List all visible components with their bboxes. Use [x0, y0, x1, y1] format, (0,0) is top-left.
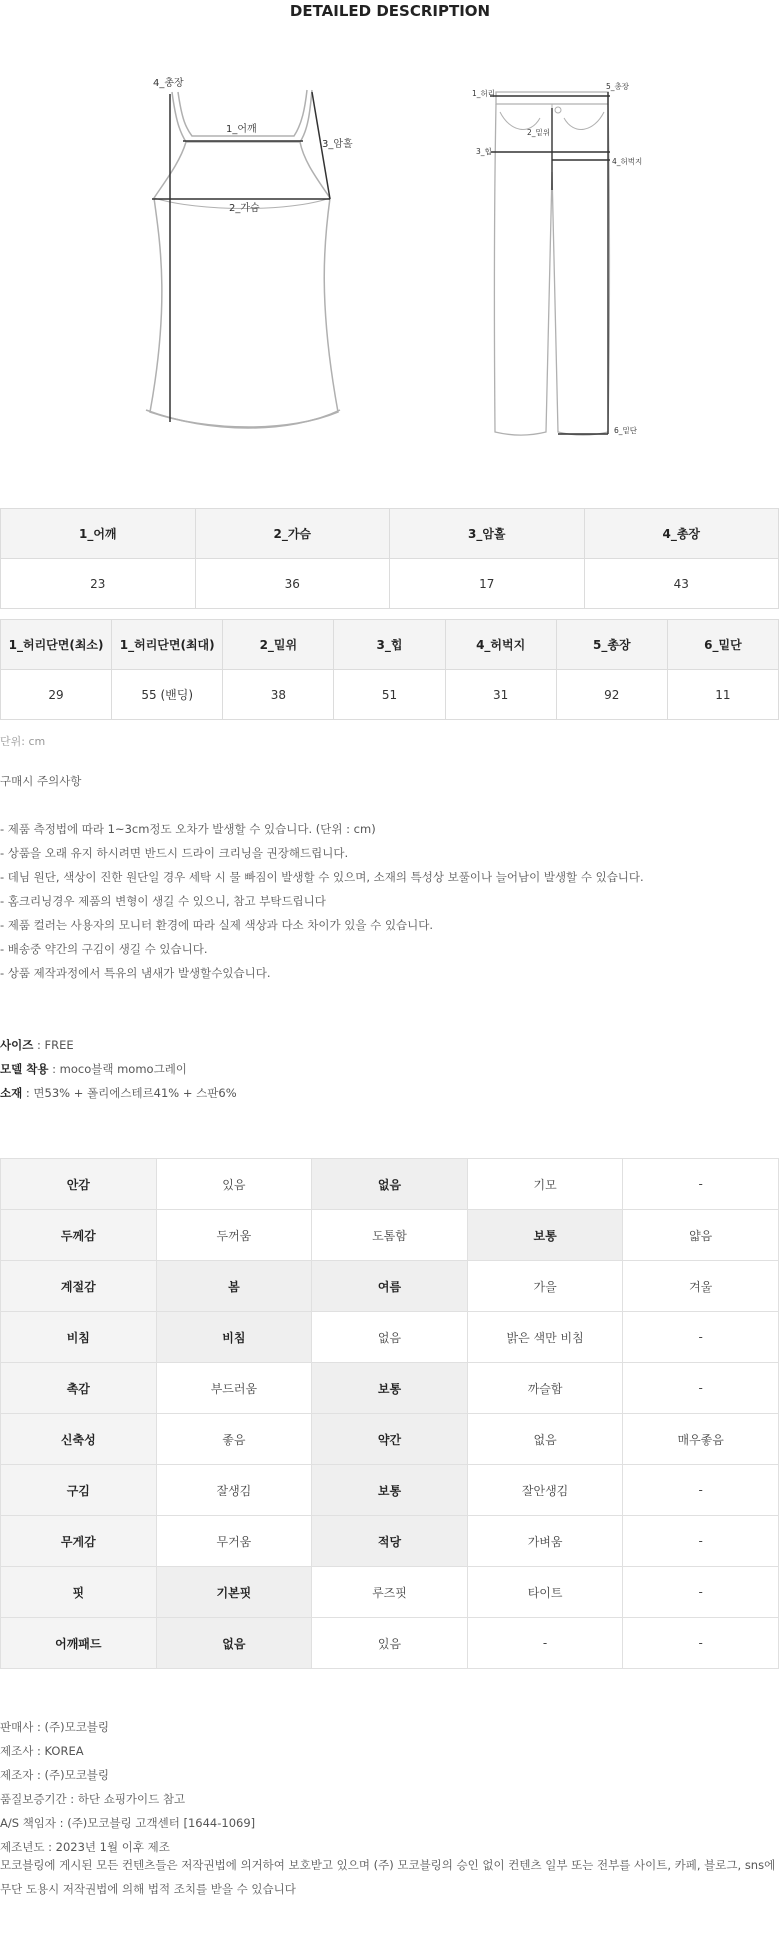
feel-option-selected: 없음 — [156, 1618, 312, 1669]
feel-row-label: 두께감 — [1, 1210, 157, 1261]
feel-option: 무거움 — [156, 1516, 312, 1567]
feel-option-selected: 여름 — [312, 1261, 468, 1312]
feel-option: 겨울 — [623, 1261, 779, 1312]
size-value: : FREE — [33, 1038, 74, 1052]
seller-line: 판매사 : (주)모코블링 — [0, 1720, 110, 1734]
feel-option: 있음 — [312, 1618, 468, 1669]
feel-option: - — [623, 1312, 779, 1363]
feel-row-label: 무게감 — [1, 1516, 157, 1567]
table-row — [1, 559, 779, 609]
diagram-label-hip: 3_힙 — [476, 147, 492, 156]
feel-option-selected: 없음 — [312, 1159, 468, 1210]
model-label: 모델 착용 — [0, 1062, 49, 1076]
table-cell: 31 — [445, 670, 556, 720]
table-row — [1, 1312, 779, 1363]
list-item: - 배송중 약간의 구김이 생길 수 있습니다. — [0, 942, 208, 956]
table-header: 3_암홀 — [390, 509, 585, 559]
table-row — [1, 1516, 779, 1567]
feel-option: - — [623, 1465, 779, 1516]
feel-option: 도톰함 — [312, 1210, 468, 1261]
feel-option-selected: 적당 — [312, 1516, 468, 1567]
diagram-label-total-length: 5_총장 — [606, 82, 630, 91]
feel-row-label: 어깨패드 — [1, 1618, 157, 1669]
feel-option: 없음 — [312, 1312, 468, 1363]
feel-option: 루즈핏 — [312, 1567, 468, 1618]
table-header: 3_힙 — [334, 620, 445, 670]
table-cell: 17 — [390, 559, 585, 609]
feel-option-selected: 기본핏 — [156, 1567, 312, 1618]
table-row — [1, 1567, 779, 1618]
list-item: - 상품을 오래 유지 하시려면 반드시 드라이 크리닝을 권장해드립니다. — [0, 846, 349, 860]
table-cell: 92 — [556, 670, 667, 720]
table-header: 2_밑위 — [223, 620, 334, 670]
as-contact-line: A/S 책임자 : (주)모코블링 고객센터 [1644-1069] — [0, 1816, 256, 1830]
feel-option-selected: 보통 — [467, 1210, 623, 1261]
fabric-feel-table — [0, 1158, 779, 1669]
feel-option: - — [623, 1159, 779, 1210]
camisole-measure-lines — [152, 92, 330, 422]
table-cell: 51 — [334, 670, 445, 720]
table-row — [1, 1414, 779, 1465]
list-item: - 제품 측정법에 따라 1~3cm정도 오차가 발생할 수 있습니다. (단위 : cm) — [0, 822, 376, 836]
table-row — [1, 1261, 779, 1312]
table-cell: 36 — [195, 559, 390, 609]
feel-option: 잘안생김 — [467, 1465, 623, 1516]
list-item: - 제품 컬러는 사용자의 모니터 환경에 따라 실제 색상과 다소 차이가 있을 수 있습니다. — [0, 918, 434, 932]
feel-option: - — [623, 1618, 779, 1669]
feel-option: 없음 — [467, 1414, 623, 1465]
table-cell: 23 — [1, 559, 196, 609]
table-row — [1, 1210, 779, 1261]
unit-note: 단위: cm — [0, 735, 46, 748]
feel-option-selected: 보통 — [312, 1465, 468, 1516]
size-diagram — [0, 62, 780, 452]
feel-option-selected: 봄 — [156, 1261, 312, 1312]
feel-option-selected: 비침 — [156, 1312, 312, 1363]
top-size-table — [0, 508, 779, 609]
product-info-footer — [0, 1718, 255, 1862]
diagram-label-thigh: 4_허벅지 — [612, 157, 643, 166]
feel-row-label: 안감 — [1, 1159, 157, 1210]
feel-option: 두꺼움 — [156, 1210, 312, 1261]
table-header: 5_총장 — [556, 620, 667, 670]
table-cell: 43 — [584, 559, 779, 609]
table-header: 2_가슴 — [195, 509, 390, 559]
table-cell: 38 — [223, 670, 334, 720]
table-cell: 11 — [667, 670, 778, 720]
table-header: 1_허리단면(최대) — [112, 620, 223, 670]
manufacture-date-line: 제조년도 : 2023년 1월 이후 제조 — [0, 1840, 170, 1854]
table-header-row — [1, 509, 779, 559]
garment-illustrations — [0, 62, 780, 452]
diagram-label-rise: 2_밑위 — [527, 128, 551, 137]
model-value: : moco블랙 momo그레이 — [48, 1062, 187, 1076]
warranty-line: 품질보증기간 : 하단 쇼핑가이드 참고 — [0, 1792, 186, 1806]
feel-option-selected: 약간 — [312, 1414, 468, 1465]
size-label: 사이즈 — [0, 1038, 34, 1052]
diagram-label-hem: 6_밑단 — [614, 426, 638, 435]
table-header: 1_허리단면(최소) — [1, 620, 112, 670]
table-header: 4_총장 — [584, 509, 779, 559]
table-cell: 55 (밴딩) — [112, 670, 223, 720]
feel-row-label: 촉감 — [1, 1363, 157, 1414]
feel-row-label: 비침 — [1, 1312, 157, 1363]
material-line — [0, 1084, 237, 1108]
manufacturer-line: 제조사 : KOREA — [0, 1744, 84, 1758]
material-label: 소재 — [0, 1086, 23, 1100]
table-cell: 29 — [1, 670, 112, 720]
notice-heading: 구매시 주의사항 — [0, 774, 82, 788]
feel-row-label: 계절감 — [1, 1261, 157, 1312]
feel-option: 가을 — [467, 1261, 623, 1312]
table-header-row — [1, 620, 779, 670]
feel-option: 있음 — [156, 1159, 312, 1210]
material-value: : 면53% + 폴리에스테르41% + 스판6% — [22, 1086, 237, 1100]
feel-option: 얇음 — [623, 1210, 779, 1261]
feel-option: 기모 — [467, 1159, 623, 1210]
model-line — [0, 1060, 237, 1084]
product-basics — [0, 1036, 237, 1108]
bottom-size-table — [0, 619, 779, 720]
diagram-label-length: 4_총장 — [153, 78, 184, 89]
feel-row-label: 핏 — [1, 1567, 157, 1618]
size-line — [0, 1036, 237, 1060]
table-row — [1, 1363, 779, 1414]
maker-line: 제조자 : (주)모코블링 — [0, 1768, 110, 1782]
feel-option: - — [467, 1618, 623, 1669]
feel-option: 타이트 — [467, 1567, 623, 1618]
feel-option: 까슬함 — [467, 1363, 623, 1414]
list-item: - 데님 원단, 색상이 진한 원단일 경우 세탁 시 물 빠짐이 발생할 수 있으며, 소재의 특성상 보풀이나 늘어남이 발생할 수 있습니다. — [0, 870, 644, 884]
purchase-notice — [0, 772, 780, 988]
feel-option: 가벼움 — [467, 1516, 623, 1567]
feel-option: - — [623, 1516, 779, 1567]
table-row — [1, 670, 779, 720]
copyright-notice: 모코블링에 게시된 모든 컨텐츠들은 저작권법에 의거하여 보호받고 있으며 (주) 모코블링의 승인 없이 컨텐츠 일부 또는 전부를 사이트, 카페, 블로그, sns에 무단 도용시 저작권법에 의해 법적 조치를 받을 수 있습니다 — [0, 1858, 776, 1896]
feel-option: - — [623, 1363, 779, 1414]
feel-row-label: 신축성 — [1, 1414, 157, 1465]
diagram-label-waist: 1_허리 — [472, 89, 496, 98]
table-row — [1, 1618, 779, 1669]
notice-list — [0, 820, 780, 988]
feel-option: - — [623, 1567, 779, 1618]
list-item: - 홈크리닝경우 제품의 변형이 생길 수 있으니, 참고 부탁드립니다 — [0, 894, 326, 908]
feel-row-label: 구김 — [1, 1465, 157, 1516]
page-title: DETAILED DESCRIPTION — [289, 2, 491, 20]
feel-option: 잘생김 — [156, 1465, 312, 1516]
table-header: 4_허벅지 — [445, 620, 556, 670]
feel-option: 좋음 — [156, 1414, 312, 1465]
feel-option: 밝은 색만 비침 — [467, 1312, 623, 1363]
table-row — [1, 1159, 779, 1210]
feel-option: 매우좋음 — [623, 1414, 779, 1465]
table-header: 1_어깨 — [1, 509, 196, 559]
feel-option: 부드러움 — [156, 1363, 312, 1414]
table-header: 6_밑단 — [667, 620, 778, 670]
diagram-label-shoulder: 1_어깨 — [226, 124, 257, 135]
list-item: - 상품 제작과정에서 특유의 냄새가 발생할수있습니다. — [0, 966, 271, 980]
diagram-label-armhole: 3_암홀 — [322, 139, 353, 150]
diagram-label-chest: 2_가슴 — [229, 203, 260, 214]
feel-option-selected: 보통 — [312, 1363, 468, 1414]
table-row — [1, 1465, 779, 1516]
